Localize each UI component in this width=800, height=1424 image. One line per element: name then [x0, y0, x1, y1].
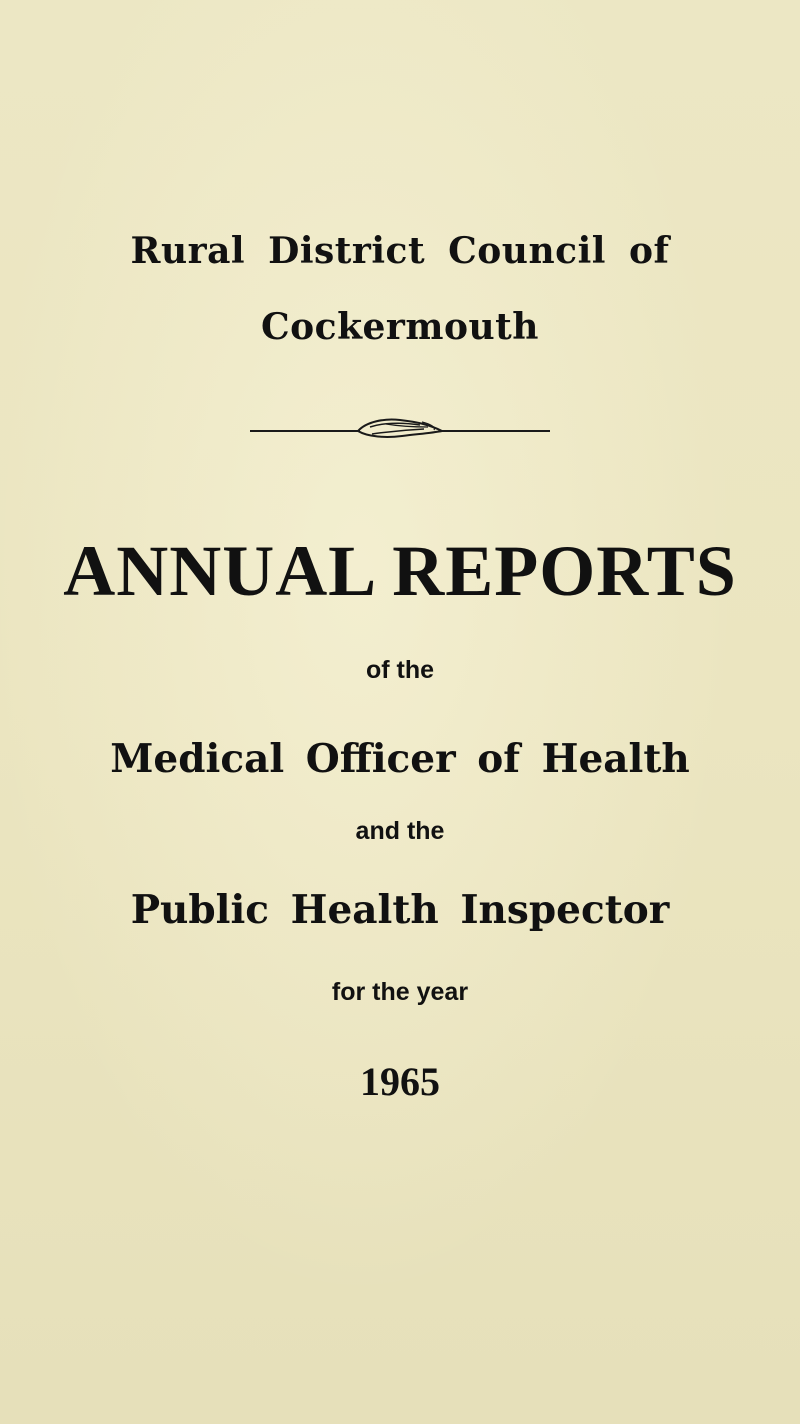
medical-officer-title: Medical Officer of Health — [110, 736, 690, 782]
report-headline: ANNUAL REPORTS — [63, 531, 737, 611]
council-name-line-1: Rural District Council of — [130, 230, 670, 272]
and-the-text: and the — [355, 817, 445, 845]
report-year: 1965 — [360, 1059, 440, 1104]
for-the-year-text: for the year — [331, 978, 469, 1006]
council-name-line-2: Cockermouth — [261, 306, 539, 348]
of-the-text: of the — [365, 656, 435, 684]
scroll-divider-ornament-icon — [250, 410, 550, 444]
inspector-title: Public Health Inspector — [130, 887, 670, 933]
